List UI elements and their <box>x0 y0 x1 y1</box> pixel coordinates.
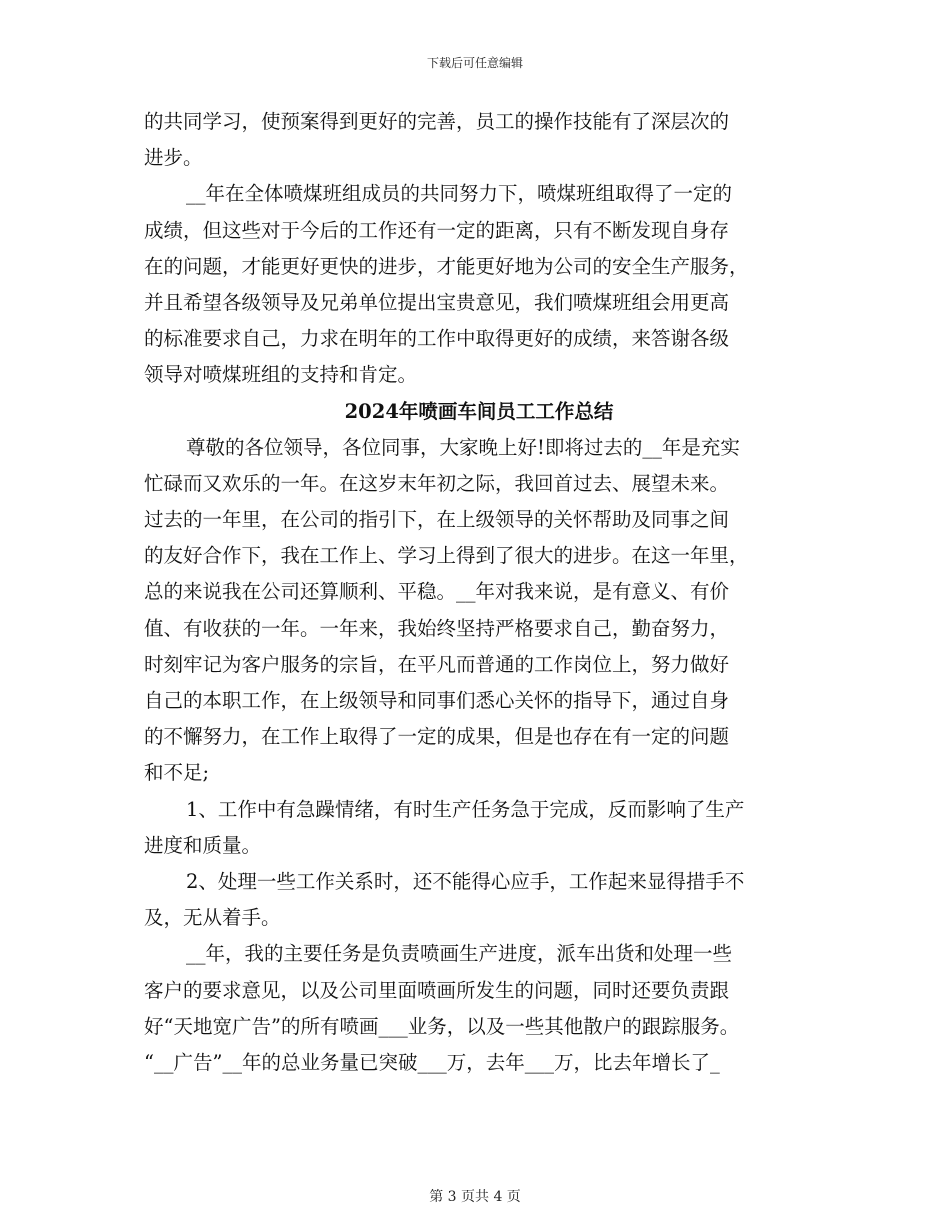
text-line: 和不足; <box>144 761 210 785</box>
list-item-2: 2、处理一些工作关系时，还不能得心应手，工作起来显得措手不 <box>186 869 745 893</box>
text-line: 过去的一年里，在公司的指引下，在上级领导的关怀帮助及同事之间 <box>144 508 730 532</box>
page-header: 下载后可任意编辑 <box>426 56 523 70</box>
text-line: 并且希望各级领导及兄弟单位提出宝贵意见，我们喷煤班组会用更高 <box>144 290 730 314</box>
text-line: 的不懈努力，在工作上取得了一定的成果，但是也存在有一定的问题 <box>144 725 730 749</box>
text-line: 及，无从着手。 <box>144 906 281 930</box>
section-title: 2024年喷画车间员工工作总结 <box>344 399 614 423</box>
text-line: 进步。 <box>144 146 203 170</box>
text-line: 自己的本职工作，在上级领导和同事们悉心关怀的指导下，通过自身 <box>144 689 730 712</box>
text-line: 的共同学习，使预案得到更好的完善，员工的操作技能有了深层次的 <box>144 110 730 133</box>
text-line: 成绩，但这些对于今后的工作还有一定的距离，只有不断发现自身存 <box>144 218 730 242</box>
text-line: “__广告”__年的总业务量已突破___万，去年___万，比去年增长了_ <box>144 1050 720 1074</box>
text-line: 尊敬的各位领导，各位同事，大家晚上好!即将过去的__年是充实 <box>186 435 740 459</box>
text-line: 客户的要求意见，以及公司里面喷画所发生的问题，同时还要负责跟 <box>144 978 730 1002</box>
text-line: 好“天地宽广告”的所有喷画___业务，以及一些其他散户的跟踪服务。 <box>144 1014 740 1038</box>
text-line: 的标准要求自己，力求在明年的工作中取得更好的成绩，来答谢各级 <box>144 327 730 351</box>
text-line: 总的来说我在公司还算顺利、平稳。__年对我来说，是有意义、有价 <box>144 580 730 604</box>
text-line: 的友好合作下，我在工作上、学习上得到了很大的进步。在这一年里， <box>144 544 749 568</box>
text-line: __年，我的主要任务是负责喷画生产进度，派车出货和处理一些 <box>186 942 733 966</box>
text-line: 进度和质量。 <box>144 833 262 857</box>
list-item-1: 1、工作中有急躁情绪，有时生产任务急于完成，反而影响了生产 <box>186 797 745 821</box>
text-line: 时刻牢记为客户服务的宗旨，在平凡而普通的工作岗位上，努力做好 <box>144 652 730 676</box>
text-line: 领导对喷煤班组的支持和肯定。 <box>144 363 418 387</box>
document-body <box>144 104 814 1081</box>
text-line: 忙碌而又欢乐的一年。在这岁末年初之际，我回首过去、展望未来。 <box>144 471 730 495</box>
text-line: __年在全体喷煤班组成员的共同努力下，喷煤班组取得了一定的 <box>186 182 733 206</box>
page-footer: 第 3 页共 4 页 <box>429 1189 521 1205</box>
text-line: 在的问题，才能更好更快的进步，才能更好地为公司的安全生产服务， <box>144 254 749 278</box>
text-line: 值、有收获的一年。一年来，我始终坚持严格要求自己，勤奋努力， <box>144 616 730 640</box>
